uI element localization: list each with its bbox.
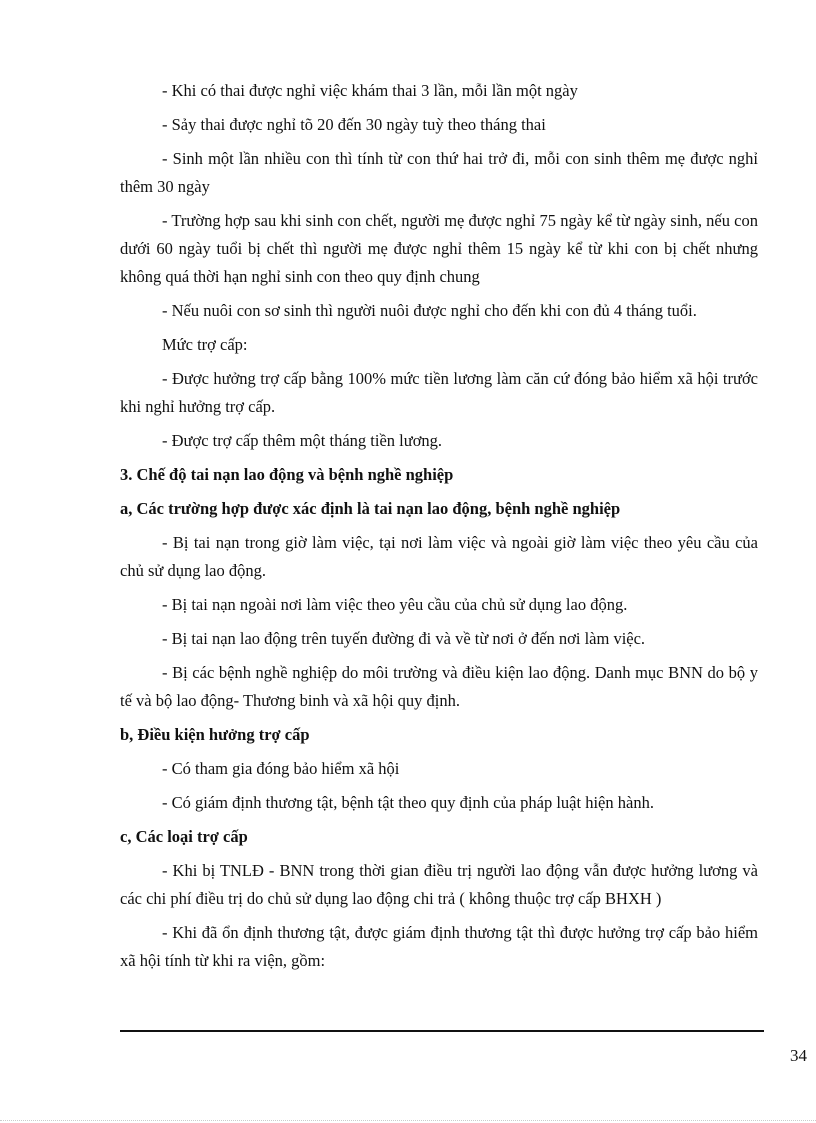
page-number: 34	[790, 1046, 807, 1065]
page-edge-divider	[0, 1120, 816, 1121]
subsection-heading: a, Các trường hợp được xác định là tai nạn lao động, bệnh nghề nghiệp	[120, 499, 621, 518]
page-body	[120, 77, 758, 981]
subsection-heading: b, Điều kiện hưởng trợ cấp	[120, 725, 310, 744]
paragraph: - Khi bị TNLĐ - BNN trong thời gian điều trị người lao động vẫn được hưởng lương và các chi phí điều trị do chủ sử dụng lao động chi trả ( không thuộc trợ cấp BHXH )	[120, 861, 758, 908]
paragraph: - Bị tai nạn ngoài nơi làm việc theo yêu cầu của chủ sử dụng lao động.	[162, 595, 628, 614]
paragraph: - Trường hợp sau khi sinh con chết, người mẹ được nghỉ 75 ngày kể từ ngày sinh, nếu con dưới 60 ngày tuổi bị chết thì người mẹ được nghỉ thêm 15 ngày kể từ khi con bị chết nhưng không quá thời hạn nghỉ sinh con theo quy định chung	[120, 211, 758, 286]
paragraph: - Được trợ cấp thêm một tháng tiền lương.	[162, 431, 443, 450]
paragraph: - Khi đã ổn định thương tật, được giám định thương tật thì được hưởng trợ cấp bảo hiểm xã hội tính từ khi ra viện, gồm:	[120, 923, 758, 970]
paragraph: - Sảy thai được nghỉ tõ 20 đến 30 ngày tuỳ theo tháng thai	[162, 115, 546, 134]
paragraph: - Bị tai nạn lao động trên tuyến đường đi và về từ nơi ở đến nơi làm việc.	[162, 629, 646, 648]
subsection-heading: c, Các loại trợ cấp	[120, 827, 248, 846]
paragraph: - Có giám định thương tật, bệnh tật theo quy định của pháp luật hiện hành.	[162, 793, 654, 812]
paragraph: - Khi có thai được nghỉ việc khám thai 3 lần, mỗi lần một ngày	[162, 81, 578, 100]
paragraph: - Nếu nuôi con sơ sinh thì người nuôi được nghỉ cho đến khi con đủ 4 tháng tuổi.	[162, 301, 697, 320]
paragraph: - Có tham gia đóng bảo hiểm xã hội	[162, 759, 400, 778]
paragraph: - Bị tai nạn trong giờ làm việc, tại nơi làm việc và ngoài giờ làm việc theo yêu cầu của chủ sử dụng lao động.	[120, 533, 758, 580]
paragraph: - Sinh một lần nhiều con thì tính từ con thứ hai trở đi, mỗi con sinh thêm mẹ được nghỉ thêm 30 ngày	[120, 149, 758, 196]
paragraph: Mức trợ cấp:	[162, 335, 248, 354]
paragraph: - Được hưởng trợ cấp bằng 100% mức tiền lương làm căn cứ đóng bảo hiểm xã hội trước khi nghỉ hưởng trợ cấp.	[120, 369, 758, 416]
section-heading: 3. Chế độ tai nạn lao động và bệnh nghề nghiệp	[120, 465, 454, 484]
footer-rule	[120, 1030, 764, 1032]
paragraph: - Bị các bệnh nghề nghiệp do môi trường và điều kiện lao động. Danh mục BNN do bộ y tế và bộ lao động- Thương binh và xã hội quy định.	[120, 663, 758, 710]
